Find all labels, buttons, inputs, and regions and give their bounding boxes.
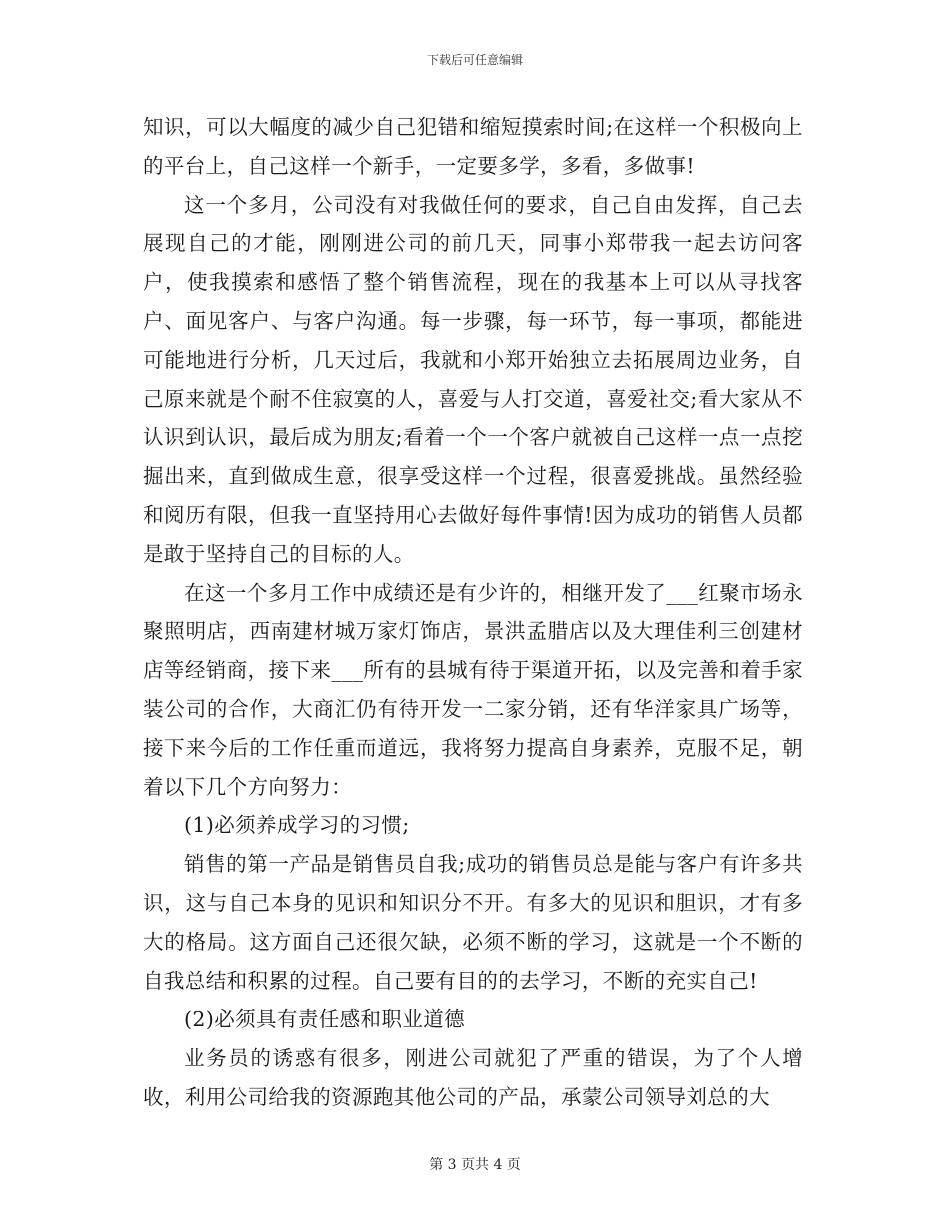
paragraph-1: 知识，可以大幅度的减少自己犯错和缩短摸索时间;在这样一个积极向上的平台上，自己这样一个新手，一定要多学，多看，多做事!	[143, 115, 803, 178]
page-footer: 第 3 页共 4 页	[429, 1157, 521, 1173]
list-heading-1: (1)必须养成学习的习惯;	[184, 813, 410, 838]
paragraph-5: 业务员的诱惑有很多，刚进公司就犯了严重的错误，为了个人增收，利用公司给我的资源跑其他公司的产品，承蒙公司领导刘总的大	[143, 1046, 803, 1109]
paragraph-3: 在这一个多月工作中成绩还是有少许的，相继开发了___红聚市场永聚照明店，西南建材城万家灯饰店，景洪孟腊店以及大理佳利三创建材店等经销商，接下来___所有的县城有待于渠道开拓，以及完善和着手家装公司的合作，大商汇仍有待开发一二家分销，还有华洋家具广场等，接下来今后的工作任重而道远，我将努力提高自身素养，克服不足，朝着以下几个方向努力：	[143, 580, 803, 799]
page-header: 下载后可任意编辑	[426, 53, 523, 67]
paragraph-2: 这一个多月，公司没有对我做任何的要求，自己自由发挥，自己去展现自己的才能，刚刚进公司的前几天，同事小郑带我一起去访问客户，使我摸索和感悟了整个销售流程，现在的我基本上可以从寻找客户、面见客户、与客户沟通。每一步骤，每一环节，每一事项，都能进可能地进行分析，几天过后，我就和小郑开始独立去拓展周边业务，自己原来就是个耐不住寂寞的人，喜爱与人打交道，喜爱社交;看大家从不认识到认识，最后成为朋友;看着一个一个客户就被自己这样一点一点挖掘出来，直到做成生意，很享受这样一个过程，很喜爱挑战。虽然经验和阅历有限，但我一直坚持用心去做好每件事情!因为成功的销售人员都是敢于坚持自己的目标的人。	[143, 192, 803, 566]
list-heading-2: (2)必须具有责任感和职业道德	[184, 1007, 466, 1032]
document-body	[143, 108, 803, 1117]
paragraph-4: 销售的第一产品是销售员自我;成功的销售员总是能与客户有许多共识，这与自己本身的见识和知识分不开。有多大的见识和胆识，才有多大的格局。这方面自己还很欠缺，必须不断的学习，这就是一个不断的自我总结和积累的过程。自己要有目的的去学习，不断的充实自己!	[143, 852, 803, 993]
